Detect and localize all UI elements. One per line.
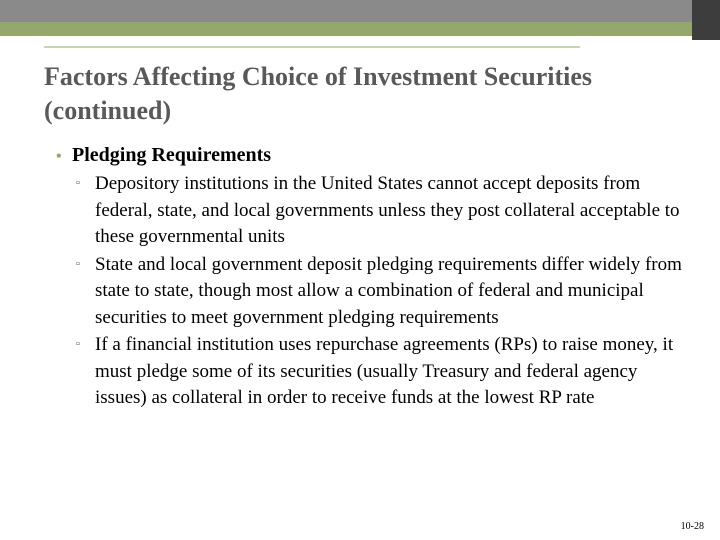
main-bullet-item <box>56 142 688 170</box>
slide-number: 10-28 <box>680 521 704 532</box>
title-rule <box>44 46 580 48</box>
sub-bullet-text: Depository institutions in the United States cannot accept deposits from federal, state, and local governments unless they post collateral acceptable to these governmental units <box>95 173 680 247</box>
top-dark-corner <box>692 0 720 40</box>
sub-bullet-item <box>76 171 688 251</box>
top-green-strip <box>0 22 692 36</box>
main-bullet-label: Pledging Requirements <box>72 144 272 166</box>
round-bullet-icon: • <box>56 148 62 165</box>
sub-bullet-item <box>76 332 688 412</box>
square-bullet-icon: ▫ <box>76 338 80 350</box>
sub-bullet-text: If a financial institution uses repurchase agreements (RPs) to raise money, it must pledge some of its securities (usually Treasury and federal agency issues) as collateral in order to receive funds at the lowest RP rate <box>95 334 674 408</box>
slide-body <box>48 142 688 412</box>
top-decorative-band <box>0 0 720 40</box>
top-grey-strip <box>0 0 692 22</box>
square-bullet-icon: ▫ <box>76 177 80 189</box>
sub-bullet-text: State and local government deposit pledging requirements differ widely from state to state, though most allow a combination of federal and municipal securities to meet government pledging requirements <box>95 253 682 328</box>
slide-title: Factors Affecting Choice of Investment Securities (continued) <box>44 62 593 125</box>
square-bullet-icon: ▫ <box>76 257 80 270</box>
sub-bullet-item <box>76 252 688 332</box>
